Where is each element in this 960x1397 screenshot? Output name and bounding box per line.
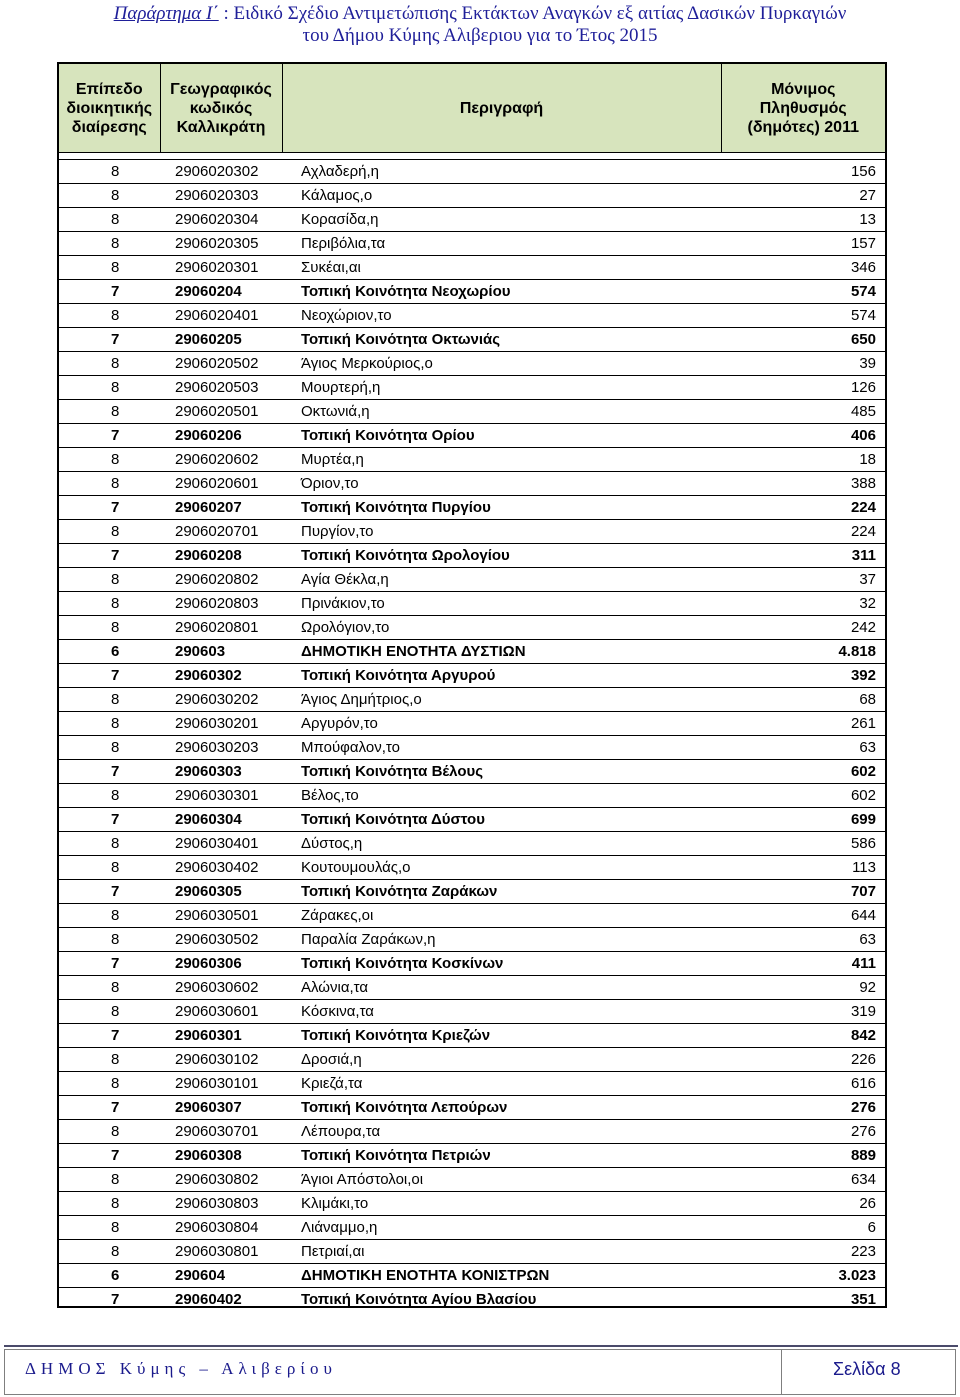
table-row	[59, 1120, 885, 1144]
cell-code: 2906020602	[160, 448, 282, 472]
cell-level: 8	[59, 472, 160, 496]
cell-population: 346	[721, 256, 885, 280]
cell-level: 8	[59, 1240, 160, 1264]
table-row	[59, 328, 885, 352]
cell-population: 39	[721, 352, 885, 376]
table-row	[59, 160, 885, 184]
cell-code: 29060304	[160, 808, 282, 832]
header-line-1	[0, 2, 960, 25]
cell-level: 7	[59, 880, 160, 904]
cell-code: 2906030202	[160, 688, 282, 712]
cell-population: 634	[721, 1168, 885, 1192]
cell-code: 2906030401	[160, 832, 282, 856]
cell-code: 29060301	[160, 1024, 282, 1048]
cell-code: 2906020502	[160, 352, 282, 376]
table-row	[59, 400, 885, 424]
cell-population: 276	[721, 1096, 885, 1120]
table-row	[59, 1264, 885, 1288]
cell-code: 29060308	[160, 1144, 282, 1168]
header-title-rest: : Ειδικό Σχέδιο Αντιμετώπισης Εκτάκτων Αναγκών εξ αιτίας Δασικών Πυρκαγιών	[218, 3, 847, 24]
cell-population: 224	[721, 496, 885, 520]
cell-level: 8	[59, 712, 160, 736]
cell-code: 29060208	[160, 544, 282, 568]
table-row	[59, 472, 885, 496]
cell-code: 2906030102	[160, 1048, 282, 1072]
cell-code: 2906020503	[160, 376, 282, 400]
cell-population: 18	[721, 448, 885, 472]
cell-description: ΔΗΜΟΤΙΚΗ ΕΝΟΤΗΤΑ ΔΥΣΤΙΩΝ	[282, 640, 721, 664]
table-row	[59, 1288, 885, 1312]
cell-code: 290603	[160, 640, 282, 664]
cell-code: 29060302	[160, 664, 282, 688]
table-row	[59, 880, 885, 904]
cell-level: 8	[59, 568, 160, 592]
cell-code: 29060307	[160, 1096, 282, 1120]
table-row	[59, 256, 885, 280]
cell-description: Κουτουμουλάς,ο	[282, 856, 721, 880]
cell-code: 2906020701	[160, 520, 282, 544]
cell-description: Μουρτερή,η	[282, 376, 721, 400]
cell-code: 29060207	[160, 496, 282, 520]
cell-population: 63	[721, 928, 885, 952]
cell-description: Τοπική Κοινότητα Κοσκίνων	[282, 952, 721, 976]
appendix-label: Παράρτημα Ι΄	[113, 3, 219, 24]
cell-population: 388	[721, 472, 885, 496]
table-row	[59, 736, 885, 760]
cell-level: 7	[59, 496, 160, 520]
cell-population: 242	[721, 616, 885, 640]
cell-population: 4.818	[721, 640, 885, 664]
cell-code: 2906030203	[160, 736, 282, 760]
table-header-row	[59, 64, 885, 153]
cell-population: 156	[721, 160, 885, 184]
cell-description: Οκτωνιά,η	[282, 400, 721, 424]
cell-level: 7	[59, 760, 160, 784]
cell-description: Τοπική Κοινότητα Αγίου Βλασίου	[301, 1291, 537, 1308]
table-row	[59, 184, 885, 208]
cell-population: 574	[721, 280, 885, 304]
table-row	[59, 832, 885, 856]
cell-description: Συκέαι,αι	[282, 256, 721, 280]
table-row	[59, 1192, 885, 1216]
cell-population: 602	[721, 760, 885, 784]
cell-population: 311	[721, 544, 885, 568]
cell-code: 2906030601	[160, 1000, 282, 1024]
cell-code: 2906030502	[160, 928, 282, 952]
cell-population: 126	[721, 376, 885, 400]
table-row	[59, 424, 885, 448]
cell-population: 392	[721, 664, 885, 688]
footer-divider	[781, 1350, 782, 1394]
table-row	[59, 976, 885, 1000]
cell-level: 8	[59, 1072, 160, 1096]
cell-level: 8	[59, 160, 160, 184]
table-row	[59, 928, 885, 952]
cell-level: 8	[59, 856, 160, 880]
table-row	[59, 856, 885, 880]
cell-level: 8	[59, 976, 160, 1000]
cell-population: 32	[721, 592, 885, 616]
cell-code: 290604	[160, 1264, 282, 1288]
table-body	[59, 153, 885, 1312]
cell-population: 224	[721, 520, 885, 544]
cell-population: 92	[721, 976, 885, 1000]
cell-population: 223	[721, 1240, 885, 1264]
table-row	[59, 616, 885, 640]
table-row	[59, 784, 885, 808]
cell-code: 2906030201	[160, 712, 282, 736]
cell-description: Τοπική Κοινότητα Δύστου	[282, 808, 721, 832]
cell-code: 2906020801	[160, 616, 282, 640]
table-row	[59, 376, 885, 400]
cell-code: 2906020304	[160, 208, 282, 232]
population-table	[59, 64, 885, 1311]
cell-code: 29060205	[160, 328, 282, 352]
cell-population: 485	[721, 400, 885, 424]
cell-population: 26	[721, 1192, 885, 1216]
cell-level: 8	[59, 1048, 160, 1072]
cell-description: Τοπική Κοινότητα Κριεζών	[282, 1024, 721, 1048]
page-number: Σελίδα 8	[833, 1359, 901, 1379]
cell-level: 8	[59, 184, 160, 208]
cell-description: Πρινάκιον,το	[282, 592, 721, 616]
cell-description: Άγιοι Απόστολοι,οι	[282, 1168, 721, 1192]
cell-description: Πετριαί,αι	[282, 1240, 721, 1264]
cell-description: Αλώνια,τα	[282, 976, 721, 1000]
table-row	[59, 496, 885, 520]
cell-code: 2906030301	[160, 784, 282, 808]
cell-level: 8	[59, 1120, 160, 1144]
cell-description: Λιάναμμο,η	[282, 1216, 721, 1240]
cell-description: Κάλαμος,ο	[282, 184, 721, 208]
cell-population: 68	[721, 688, 885, 712]
cell-description: Λέπουρα,τα	[282, 1120, 721, 1144]
table-row	[59, 904, 885, 928]
table-row	[59, 544, 885, 568]
cell-level: 7	[59, 328, 160, 352]
cell-code: 29060306	[160, 952, 282, 976]
cell-description: Τοπική Κοινότητα Λεπούρων	[282, 1096, 721, 1120]
table-row	[59, 592, 885, 616]
table-row	[59, 352, 885, 376]
cell-population: 319	[721, 1000, 885, 1024]
cell-population: 37	[721, 568, 885, 592]
cell-level: 6	[59, 1264, 160, 1288]
cell-level: 7	[59, 808, 160, 832]
cell-code: 2906020305	[160, 232, 282, 256]
cell-description: Όριον,το	[282, 472, 721, 496]
cell-code: 2906020401	[160, 304, 282, 328]
cell-population: 226	[721, 1048, 885, 1072]
table-row	[59, 952, 885, 976]
table-row	[59, 1216, 885, 1240]
cell-code: 2906030101	[160, 1072, 282, 1096]
table-row	[59, 760, 885, 784]
column-header-code: Γεωγραφικός κωδικός Καλλικράτη	[160, 64, 282, 153]
cell-code: 2906030804	[160, 1216, 282, 1240]
cell-description: Τοπική Κοινότητα Βέλους	[282, 760, 721, 784]
footer-rule	[4, 1345, 958, 1347]
cell-description: ΔΗΜΟΤΙΚΗ ΕΝΟΤΗΤΑ ΚΟΝΙΣΤΡΩΝ	[282, 1264, 721, 1288]
cell-description: Αγία Θέκλα,η	[282, 568, 721, 592]
cell-population: 842	[721, 1024, 885, 1048]
cell-population: 574	[721, 304, 885, 328]
cell-description: Αχλαδερή,η	[282, 160, 721, 184]
table-row	[59, 232, 885, 256]
cell-population: 6	[721, 1216, 885, 1240]
page-footer	[0, 1315, 960, 1397]
cell-level: 7	[111, 1291, 120, 1308]
table-row	[59, 688, 885, 712]
table-row	[59, 1048, 885, 1072]
cell-population: 3.023	[721, 1264, 885, 1288]
cell-level: 8	[59, 304, 160, 328]
cell-level: 8	[59, 448, 160, 472]
cell-level: 8	[59, 1192, 160, 1216]
cell-level: 8	[59, 1000, 160, 1024]
cell-description: Ζάρακες,οι	[282, 904, 721, 928]
column-header-description: Περιγραφή	[282, 64, 721, 153]
table-row	[59, 1024, 885, 1048]
table-spacer-row	[59, 153, 885, 160]
cell-population: 644	[721, 904, 885, 928]
cell-level: 7	[59, 1096, 160, 1120]
cell-population: 113	[721, 856, 885, 880]
table-row	[59, 448, 885, 472]
cell-code: 2906030801	[160, 1240, 282, 1264]
cell-description: Τοπική Κοινότητα Αργυρού	[282, 664, 721, 688]
cell-description: Τοπική Κοινότητα Πετριών	[282, 1144, 721, 1168]
cell-level: 8	[59, 688, 160, 712]
cell-population: 707	[721, 880, 885, 904]
cell-population: 616	[721, 1072, 885, 1096]
cell-description: Νεοχώριον,το	[282, 304, 721, 328]
table-row	[59, 280, 885, 304]
cell-code: 29060305	[160, 880, 282, 904]
cell-description: Τοπική Κοινότητα Νεοχωρίου	[282, 280, 721, 304]
cell-level: 8	[59, 1168, 160, 1192]
cell-level: 7	[59, 1024, 160, 1048]
cell-population: 650	[721, 328, 885, 352]
cell-code: 2906020303	[160, 184, 282, 208]
cell-code: 29060303	[160, 760, 282, 784]
cell-code: 2906020803	[160, 592, 282, 616]
table-row	[59, 712, 885, 736]
cell-population: 63	[721, 736, 885, 760]
cell-code: 2906030602	[160, 976, 282, 1000]
cell-code: 29060204	[160, 280, 282, 304]
cell-description: Κορασίδα,η	[282, 208, 721, 232]
cell-population: 699	[721, 808, 885, 832]
cell-population: 27	[721, 184, 885, 208]
population-table-frame	[57, 62, 887, 1308]
cell-population: 157	[721, 232, 885, 256]
cell-level: 7	[59, 424, 160, 448]
cell-level: 8	[59, 592, 160, 616]
cell-level: 8	[59, 256, 160, 280]
cell-level: 8	[59, 784, 160, 808]
cell-description: Τοπική Κοινότητα Ορίου	[282, 424, 721, 448]
footer-municipality: ΔΗΜΟΣ Κύμης – Αλιβερίου	[25, 1359, 337, 1378]
cell-code: 2906020501	[160, 400, 282, 424]
cell-population: 586	[721, 832, 885, 856]
cell-code: 29060206	[160, 424, 282, 448]
cell-level: 8	[59, 1216, 160, 1240]
cell-description: Πυργίον,το	[282, 520, 721, 544]
table-row	[59, 664, 885, 688]
cell-description: Κλιμάκι,το	[282, 1192, 721, 1216]
table-row	[59, 808, 885, 832]
column-header-level: Επίπεδο διοικητικής διαίρεσης	[59, 64, 160, 153]
cell-level: 8	[59, 400, 160, 424]
cell-population: 406	[721, 424, 885, 448]
cell-code: 2906030501	[160, 904, 282, 928]
cell-level: 8	[59, 520, 160, 544]
table-row	[59, 208, 885, 232]
cell-code: 2906030402	[160, 856, 282, 880]
table-row	[59, 1072, 885, 1096]
cell-level: 8	[59, 616, 160, 640]
cell-level: 8	[59, 208, 160, 232]
cell-description: Αργυρόν,το	[282, 712, 721, 736]
cell-level: 7	[59, 664, 160, 688]
cell-level: 8	[59, 376, 160, 400]
cell-code: 2906020302	[160, 160, 282, 184]
footer-bar	[4, 1349, 956, 1395]
cell-code: 29060402	[175, 1291, 242, 1308]
cell-description: Τοπική Κοινότητα Ζαράκων	[282, 880, 721, 904]
cell-population: 411	[721, 952, 885, 976]
table-row	[59, 640, 885, 664]
cell-description: Ωρολόγιον,το	[282, 616, 721, 640]
cell-level: 7	[59, 280, 160, 304]
cell-population: 889	[721, 1144, 885, 1168]
cell-level: 8	[59, 928, 160, 952]
cell-description: Δροσιά,η	[282, 1048, 721, 1072]
table-row	[59, 1168, 885, 1192]
cell-level: 8	[59, 832, 160, 856]
cell-level: 6	[59, 640, 160, 664]
table-row	[59, 1096, 885, 1120]
cell-level: 7	[59, 544, 160, 568]
table-row	[59, 304, 885, 328]
cell-description: Τοπική Κοινότητα Ωρολογίου	[282, 544, 721, 568]
cell-description: Άγιος Δημήτριος,ο	[282, 688, 721, 712]
cell-code: 2906030802	[160, 1168, 282, 1192]
cell-description: Μπούφαλον,το	[282, 736, 721, 760]
header-line-2: του Δήμου Κύμης Αλιβεριου για το Έτος 2015	[302, 25, 658, 46]
table-row	[59, 1240, 885, 1264]
cell-code: 2906020301	[160, 256, 282, 280]
cell-level: 7	[59, 1144, 160, 1168]
table-row	[59, 568, 885, 592]
cell-population: 276	[721, 1120, 885, 1144]
table-row	[59, 1144, 885, 1168]
cell-population: 261	[721, 712, 885, 736]
table-row	[59, 520, 885, 544]
cell-population: 351	[850, 1291, 876, 1308]
cell-code: 2906030701	[160, 1120, 282, 1144]
cell-code: 2906020601	[160, 472, 282, 496]
cell-description: Κριεζά,τα	[282, 1072, 721, 1096]
cell-description: Τοπική Κοινότητα Οκτωνιάς	[282, 328, 721, 352]
cell-code: 2906020802	[160, 568, 282, 592]
column-header-population: Μόνιμος Πληθυσμός (δημότες) 2011	[721, 64, 885, 153]
cell-level: 8	[59, 736, 160, 760]
cell-description: Δύστος,η	[282, 832, 721, 856]
cell-description: Τοπική Κοινότητα Πυργίου	[282, 496, 721, 520]
cell-description: Περιβόλια,τα	[282, 232, 721, 256]
cell-level: 8	[59, 232, 160, 256]
cell-description: Μυρτέα,η	[282, 448, 721, 472]
cell-level: 8	[59, 352, 160, 376]
cell-level: 8	[59, 904, 160, 928]
cell-description: Παραλία Ζαράκων,η	[282, 928, 721, 952]
cell-description: Κόσκινα,τα	[282, 1000, 721, 1024]
cell-population: 602	[721, 784, 885, 808]
cell-description: Βέλος,το	[282, 784, 721, 808]
table-row	[59, 1000, 885, 1024]
cell-population: 13	[721, 208, 885, 232]
cell-code: 2906030803	[160, 1192, 282, 1216]
cell-description: Άγιος Μερκούριος,ο	[282, 352, 721, 376]
cell-level: 7	[59, 952, 160, 976]
